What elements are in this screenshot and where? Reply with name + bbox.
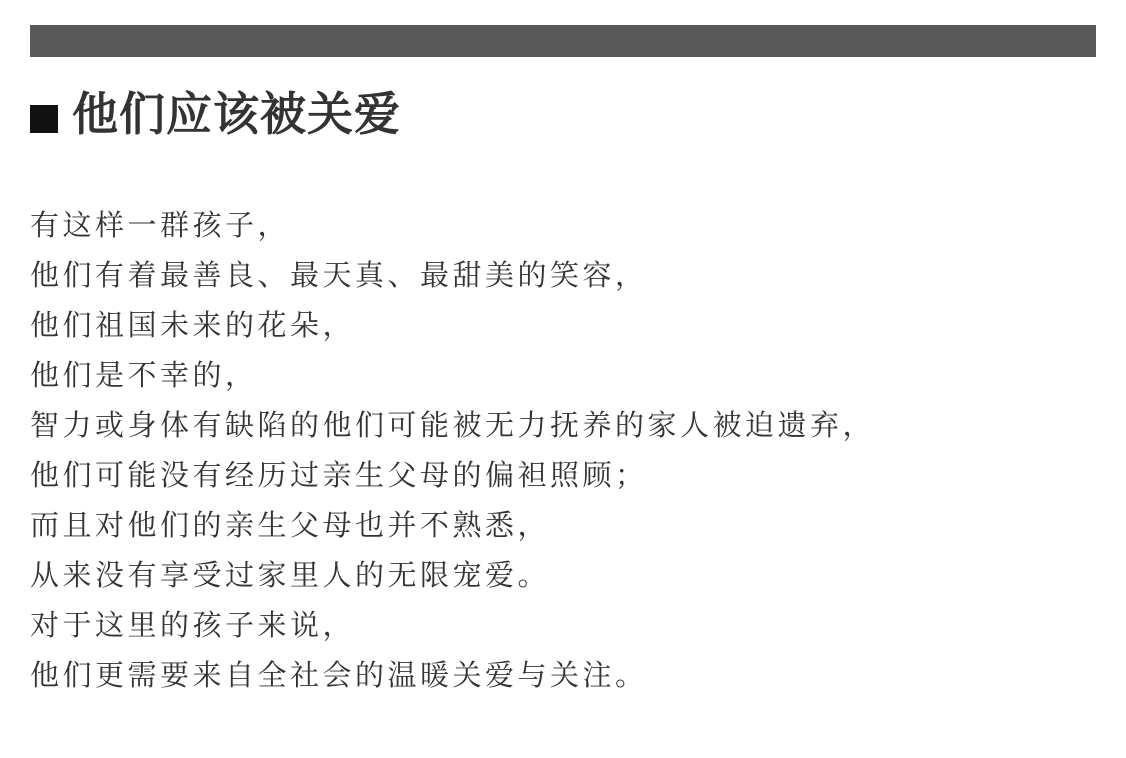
text-line: 而且对他们的亲生父母也并不熟悉， [30,508,551,542]
text-line: 他们是不幸的， [30,358,258,392]
body-paragraph [30,200,1096,700]
text-line: 他们有着最善良、最天真、最甜美的笑容， [30,258,648,292]
text-line: 对于这里的孩子来说， [30,608,356,642]
header-bar [30,25,1096,57]
section-heading [30,84,401,144]
text-line: 他们可能没有经历过亲生父母的偏袒照顾； [30,458,648,492]
heading-title: 他们应该被关爱 [72,87,401,141]
text-line: 智力或身体有缺陷的他们可能被无力抚养的家人被迫遗弃， [30,408,876,442]
text-line: 从来没有享受过家里人的无限宠爱。 [30,558,551,592]
text-line: 他们祖国未来的花朵， [30,308,356,342]
text-line: 他们更需要来自全社会的温暖关爱与关注。 [30,658,648,692]
square-bullet-icon [30,105,58,133]
text-line: 有这样一群孩子， [30,208,291,242]
